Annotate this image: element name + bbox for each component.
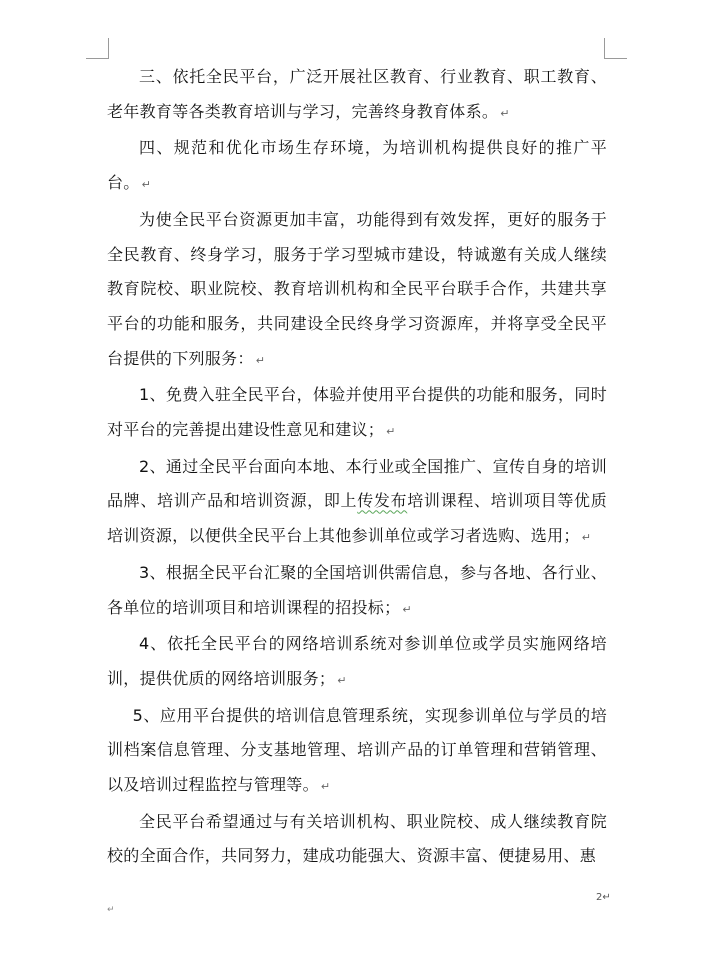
paragraph: 为使全民平台资源更加丰富，功能得到有效发挥，更好的服务于全民教育、终身学习，服务于学习型城市建设，特诚邀有关成人继续教育院校、职业院校、教育培训机构和全民平台联手合作，共建共享平台的功能和服务，共同建设全民终身学习资源库，并将享受全民平台提供的下列服务： ↵ (107, 209, 607, 368)
document-body[interactable] (107, 60, 607, 876)
paragraph: 5、应用平台提供的培训信息管理系统，实现参训单位与学员的培训档案信息管理、分支基地管理、培训产品的订单管理和营销管理、以及培训过程监控与管理等。 ↵ (107, 705, 607, 795)
paragraph: 四、规范和优化市场生存环境，为培训机构提供良好的推广平台。 ↵ (107, 138, 607, 193)
paragraph: 2、通过全民平台面向本地、本行业或全国推广、宣传自身的培训品牌、培训产品和培训资源，即上传发布培训课程、培训项目等优质培训资源，以便供全民平台上其他参训单位或学习者选购、选用； ↵ (107, 456, 607, 546)
footer-paragraph-mark-icon: ↵ (107, 905, 115, 915)
paragraph-mark-icon: ↵ (320, 780, 331, 794)
paragraph-mark-icon: ↵ (581, 531, 592, 545)
paragraph-mark-icon: ↵ (337, 673, 347, 687)
paragraph-mark-icon: ↵ (141, 178, 152, 192)
page-number: 2↵ (596, 892, 611, 903)
paragraph-mark-icon: ↵ (402, 602, 412, 616)
spellcheck-underline: 传发布 (357, 491, 408, 511)
paragraph: 三、依托全民平台，广泛开展社区教育、行业教育、职工教育、老年教育等各类教育培训与学习，完善终身教育体系。 ↵ (107, 67, 607, 121)
paragraph: 全民平台希望通过与有关培训机构、职业院校、成人继续教育院校的全面合作，共同努力，建成功能强大、资源丰富、便捷易用、惠 (107, 811, 607, 866)
paragraph: 1、免费入驻全民平台，体验并使用平台提供的功能和服务，同时对平台的完善提出建设性意见和建议； ↵ (107, 385, 607, 440)
top-left-margin-mark (86, 38, 109, 59)
paragraph-mark-icon: ↵ (255, 353, 266, 367)
top-right-margin-mark (604, 38, 627, 59)
paragraph-mark-icon: ↵ (386, 425, 396, 439)
paragraph: 3、根据全民平台汇聚的全国培训供需信息，参与各地、各行业、各单位的培训项目和培训课程的招投标； ↵ (107, 562, 607, 617)
paragraph-mark-icon: ↵ (500, 106, 510, 120)
paragraph-mark-icon: ↵ (602, 892, 611, 903)
paragraph: 4、依托全民平台的网络培训系统对参训单位或学员实施网络培训，提供优质的网络培训服务； ↵ (107, 634, 607, 688)
